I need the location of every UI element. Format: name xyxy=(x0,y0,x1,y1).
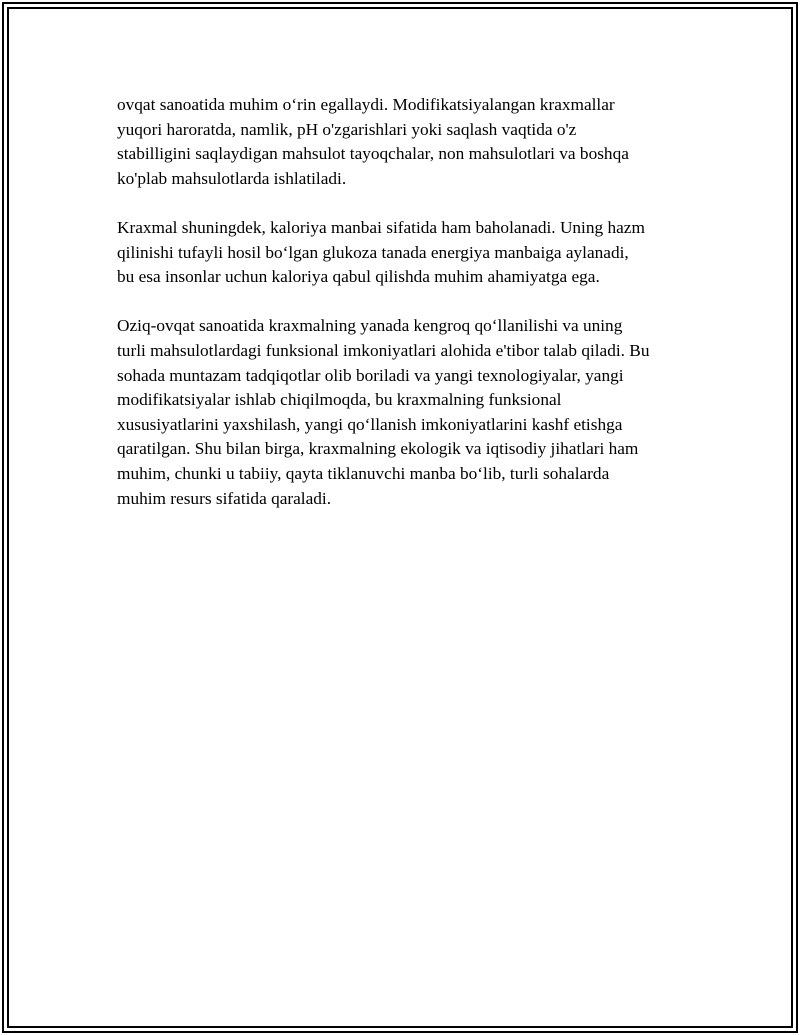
paragraph-line: qilinishi tufayli hosil bo‘lgan glukoza tanada energiya manbaiga aylanadi, xyxy=(117,242,629,262)
paragraph-line: stabilligini saqlaydigan mahsulot tayoqchalar, non mahsulotlari va boshqa xyxy=(117,144,629,164)
paragraph-line: Kraxmal shuningdek, kaloriya manbai sifatida ham baholanadi. Uning hazm xyxy=(117,217,645,237)
paragraph-line: muhim, chunki u tabiiy, qayta tiklanuvchi manba bo‘lib, turli sohalarda xyxy=(117,463,610,483)
paragraph-1 xyxy=(117,93,697,191)
paragraph-line: qaratilgan. Shu bilan birga, kraxmalning ekologik va iqtisodiy jihatlari ham xyxy=(117,439,639,459)
document-body xyxy=(117,93,697,536)
paragraph-line: turli mahsulotlardagi funksional imkoniyatlari alohida e'tibor talab qiladi. Bu xyxy=(117,340,650,360)
paragraph-line: xususiyatlarini yaxshilash, yangi qo‘llanish imkoniyatlarini kashf etishga xyxy=(117,414,623,434)
paragraph-3 xyxy=(117,314,697,511)
paragraph-line: bu esa insonlar uchun kaloriya qabul qilishda muhim ahamiyatga ega. xyxy=(117,267,600,287)
paragraph-line: yuqori haroratda, namlik, pH o'zgarishlari yoki saqlash vaqtida o'z xyxy=(117,119,577,139)
paragraph-line: muhim resurs sifatida qaraladi. xyxy=(117,488,332,508)
paragraph-line: modifikatsiyalar ishlab chiqilmoqda, bu kraxmalning funksional xyxy=(117,390,562,410)
paragraph-line: Oziq-ovqat sanoatida kraxmalning yanada kengroq qo‘llanilishi va uning xyxy=(117,316,623,336)
paragraph-2 xyxy=(117,216,697,290)
paragraph-line: ko'plab mahsulotlarda ishlatiladi. xyxy=(117,168,347,188)
paragraph-line: sohada muntazam tadqiqotlar olib boriladi va yangi texnologiyalar, yangi xyxy=(117,365,624,385)
paragraph-line: ovqat sanoatida muhim o‘rin egallaydi. Modifikatsiyalangan kraxmallar xyxy=(117,95,615,114)
